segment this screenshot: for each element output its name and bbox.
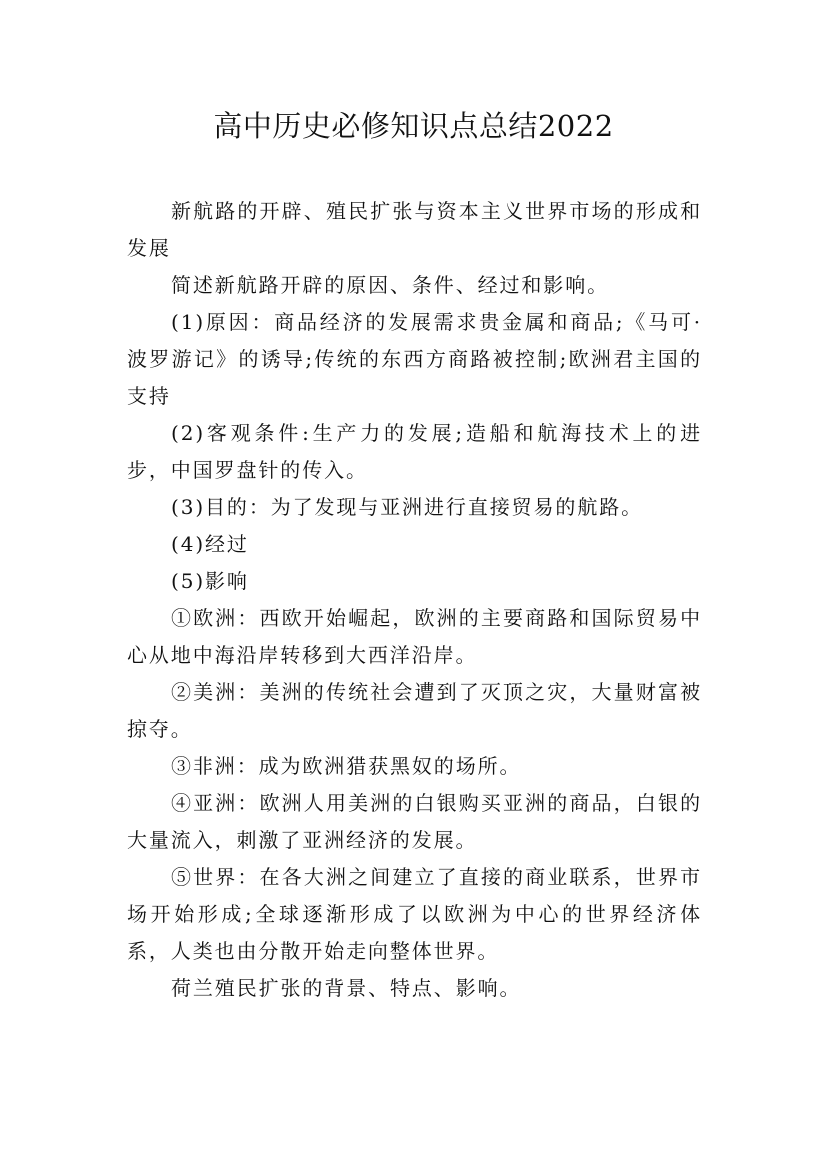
paragraph-section-heading: 新航路的开辟、殖民扩张与资本主义世界市场的形成和发展 (127, 199, 702, 260)
paragraph-question: 简述新航路开辟的原因、条件、经过和影响。 (171, 273, 609, 297)
paragraph-impact-americas: ②美洲：美洲的传统社会遭到了灭顶之灾，大量财富被掠夺。 (127, 680, 702, 741)
paragraph-dutch-expansion: 荷兰殖民扩张的背景、特点、影响。 (171, 976, 522, 1000)
paragraph-impact-africa: ③非洲：成为欧洲猎获黑奴的场所。 (171, 754, 522, 778)
paragraph-impact-world: ⑤世界：在各大洲之间建立了直接的商业联系，世界市场开始形成;全球逐渐形成了以欧洲为中心的世界经济体系，人类也由分散开始走向整体世界。 (127, 865, 702, 963)
document-body (127, 193, 702, 1007)
paragraph-impact-europe: ①欧洲：西欧开始崛起，欧洲的主要商路和国际贸易中心从地中海沿岸转移到大西洋沿岸。 (127, 606, 702, 667)
paragraph-impact-asia: ④亚洲：欧洲人用美洲的白银购买亚洲的商品，白银的大量流入，刺激了亚洲经济的发展。 (127, 791, 702, 852)
paragraph-purpose: (3)目的：为了发现与亚洲进行直接贸易的航路。 (171, 495, 644, 519)
document-title: 高中历史必修知识点总结2022 (213, 109, 614, 143)
paragraph-conditions: (2)客观条件:生产力的发展;造船和航海技术上的进步，中国罗盘针的传入。 (127, 421, 702, 482)
paragraph-causes: (1)原因：商品经济的发展需求贵金属和商品;《马可·波罗游记》的诱导;传统的东西方商路被控制;欧洲君主国的支持 (127, 310, 702, 408)
paragraph-impact: (5)影响 (171, 569, 249, 593)
paragraph-process: (4)经过 (171, 532, 249, 556)
